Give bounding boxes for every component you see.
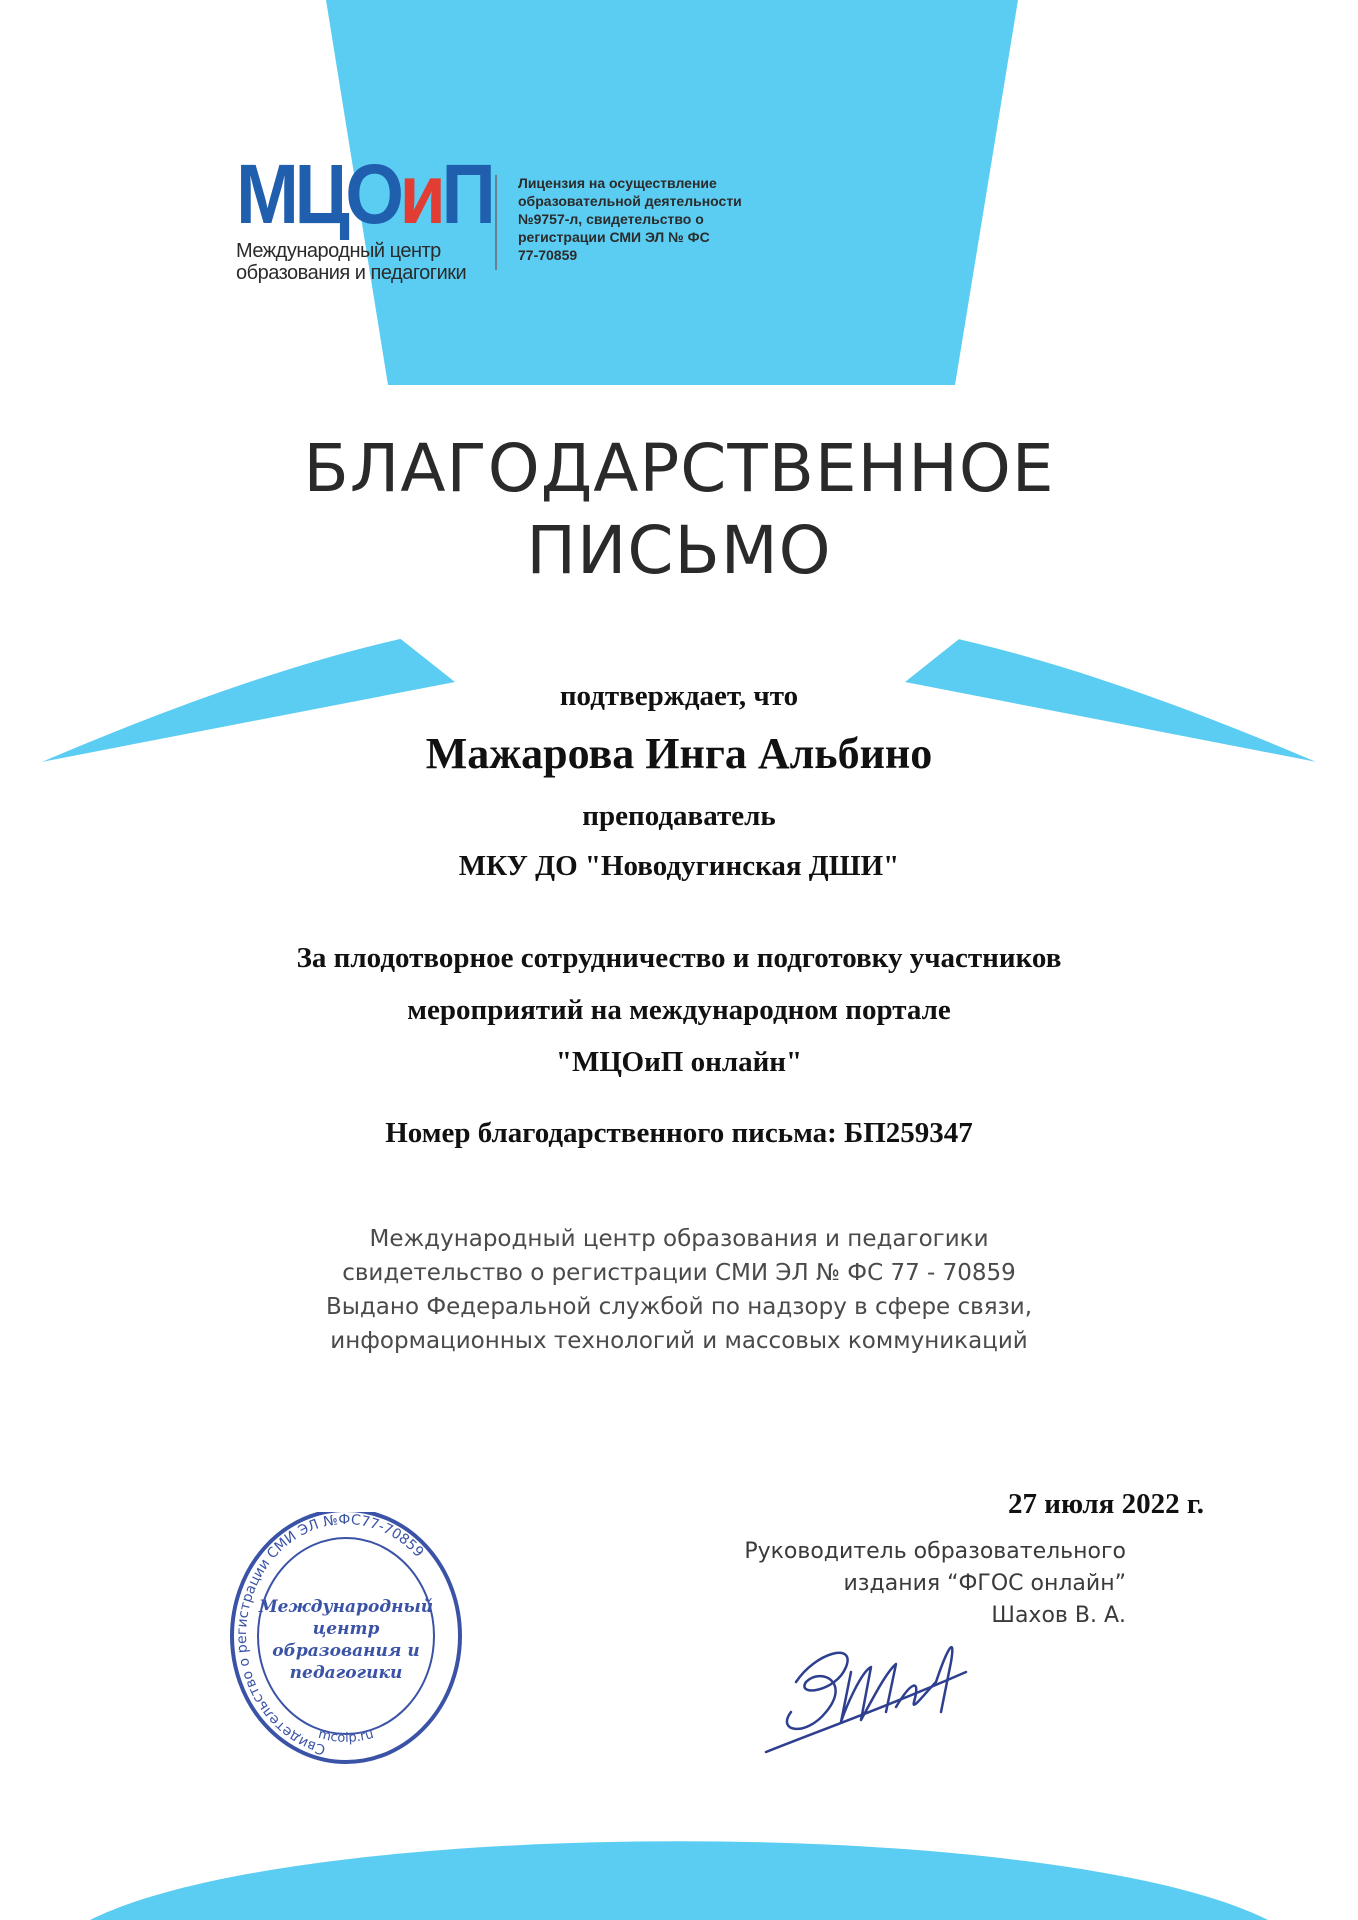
recipient-position: преподаватель [582, 800, 776, 832]
logo-subtitle [236, 240, 520, 284]
signer-line1: Руководитель образовательного [744, 1539, 1126, 1564]
info-line2: свидетельство о регистрации СМИ ЭЛ № ФС 77 - 70859 [342, 1260, 1016, 1286]
registration-info [0, 1222, 1358, 1358]
reason-line2: мероприятий на международном портале [407, 994, 951, 1026]
reason-line1: За плодотворное сотрудничество и подготовку участников [296, 942, 1062, 974]
handwritten-signature [736, 1612, 996, 1762]
title-line1: БЛАГОДАРСТВЕННОЕ [303, 430, 1055, 507]
reason-line3: "МЦОиП онлайн" [555, 1046, 803, 1078]
title-line2: ПИСЬМО [526, 512, 832, 589]
signer-line3: Шахов В. А. [991, 1603, 1126, 1628]
logo-mark-part1: МЦО [236, 147, 400, 241]
info-line1: Международный центр образования и педагогики [369, 1226, 989, 1252]
stamp-center-line1: Международный [258, 1597, 434, 1617]
document-title [0, 428, 1358, 592]
stamp-center-line2: центр [312, 1619, 380, 1639]
stamp-ring-text: Свидетельство о регистрации СМИ ЭЛ №ФС77-70859 [233, 1512, 427, 1758]
confirms-text: подтверждает, что [559, 680, 799, 712]
stamp-center-line4: педагогики [289, 1663, 403, 1683]
recipient-organization: МКУ ДО "Новодугинская ДШИ" [458, 850, 900, 882]
info-line3: Выдано Федеральной службой по надзору в сфере связи, [325, 1294, 1033, 1320]
logo-subtitle-line2: образования и педагогики [236, 262, 467, 284]
signer-line2: издания “ФГОС онлайн” [843, 1571, 1126, 1596]
logo-mark [236, 147, 492, 241]
license-line5: 77-70859 [518, 247, 578, 263]
logo-subtitle-line1: Международный центр [236, 240, 441, 262]
stamp-center-line3: образования и [272, 1641, 420, 1661]
license-text [518, 174, 768, 264]
license-line3: №9757-л, свидетельство о [518, 211, 704, 227]
license-line1: Лицензия на осуществление [518, 175, 717, 191]
info-line4: информационных технологий и массовых коммуникаций [330, 1328, 1028, 1354]
recipient-name: Мажарова Инга Альбино [425, 729, 933, 778]
logo-mark-part3: П [441, 147, 492, 241]
svg-text:mcoip.ru [317, 1727, 376, 1746]
letter-number: Номер благодарственного письма: БП259347 [385, 1117, 973, 1149]
license-line2: образовательной деятельности [518, 193, 742, 209]
logo-divider [495, 175, 497, 270]
bottom-dome [90, 1841, 1268, 1920]
logo-mark-part2: и [399, 147, 442, 241]
stamp-site-text: mcoip.ru [316, 1726, 376, 1746]
stamp-seal [228, 1512, 464, 1772]
license-line4: регистрации СМИ ЭЛ № ФС [518, 229, 710, 245]
logo [236, 147, 520, 284]
issue-date: 27 июля 2022 г. [1007, 1488, 1204, 1520]
award-reason [0, 932, 1358, 1088]
